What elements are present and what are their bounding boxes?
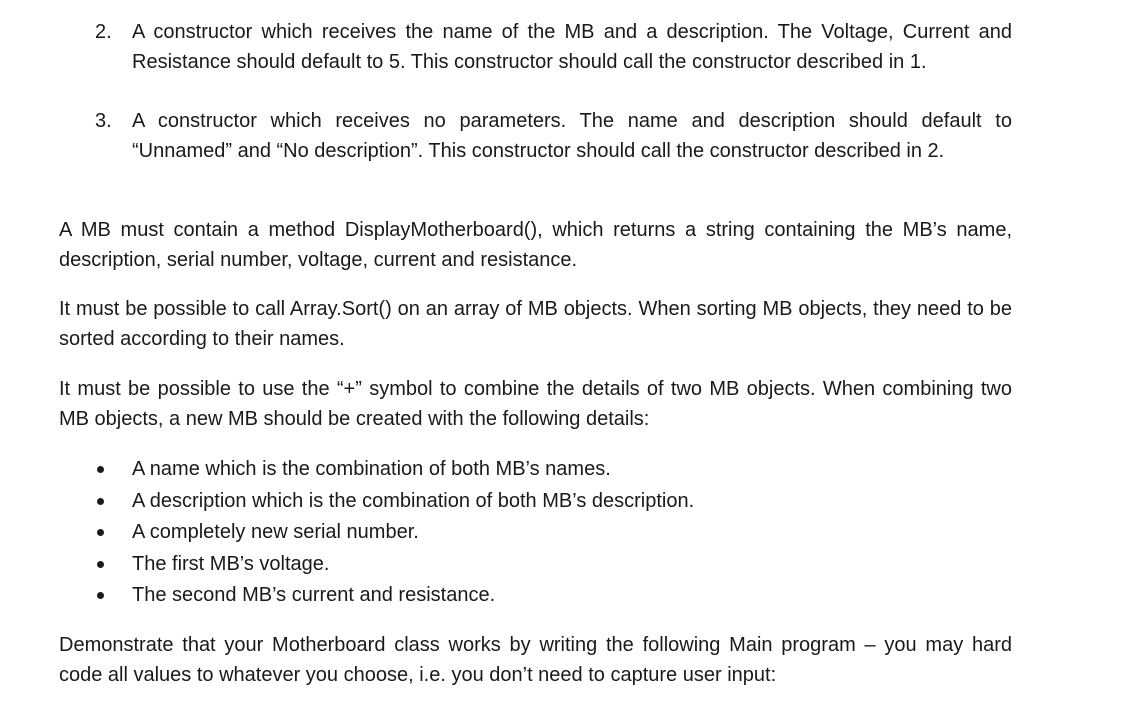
bullet-text: A completely new serial number. <box>132 521 419 543</box>
list-item <box>0 549 1123 580</box>
list-item-text: A constructor which receives the name of the MB and a description. The Voltage, Current and Resistance should default to 5. This constructor should call the constructor described in 1. <box>132 21 1012 73</box>
list-number: 2. <box>95 21 112 43</box>
bullet-text: The second MB’s current and resistance. <box>132 584 496 606</box>
bullet-text: The first MB’s voltage. <box>132 552 330 575</box>
bullet-text: A description which is the combination of both MB’s description. <box>132 489 695 512</box>
bullet-icon <box>97 466 104 473</box>
paragraph-sorting: It must be possible to call Array.Sort() on an array of MB objects. When sorting MB objects, they need to be sorted according to their names. <box>59 298 1012 350</box>
paragraph-display-method: A MB must contain a method DisplayMotherboard(), which returns a string containing the MB’s name, description, serial number, voltage, current and resistance. <box>59 219 1012 271</box>
list-item <box>0 580 1123 611</box>
bullet-icon <box>97 592 104 599</box>
bullet-text: A name which is the combination of both MB’s names. <box>132 458 611 480</box>
list-item <box>0 486 1123 517</box>
list-item-text: A constructor which receives no parameters. The name and description should default to “Unnamed” and “No description”. This constructor should call the constructor described in 2. <box>132 110 1012 162</box>
paragraph-demonstrate: Demonstrate that your Motherboard class works by writing the following Main program – you may hard code all values to whatever you choose, i.e. you don’t need to capture user input: <box>59 634 1012 686</box>
bullet-icon <box>97 498 104 505</box>
bullet-icon <box>97 529 104 536</box>
list-item <box>0 517 1123 548</box>
list-item <box>0 454 1123 485</box>
bullet-icon <box>97 561 104 568</box>
paragraph-combining: It must be possible to use the “+” symbol to combine the details of two MB objects. When combining two MB objects, a new MB should be created with the following details: <box>59 378 1012 430</box>
list-number: 3. <box>95 110 112 132</box>
